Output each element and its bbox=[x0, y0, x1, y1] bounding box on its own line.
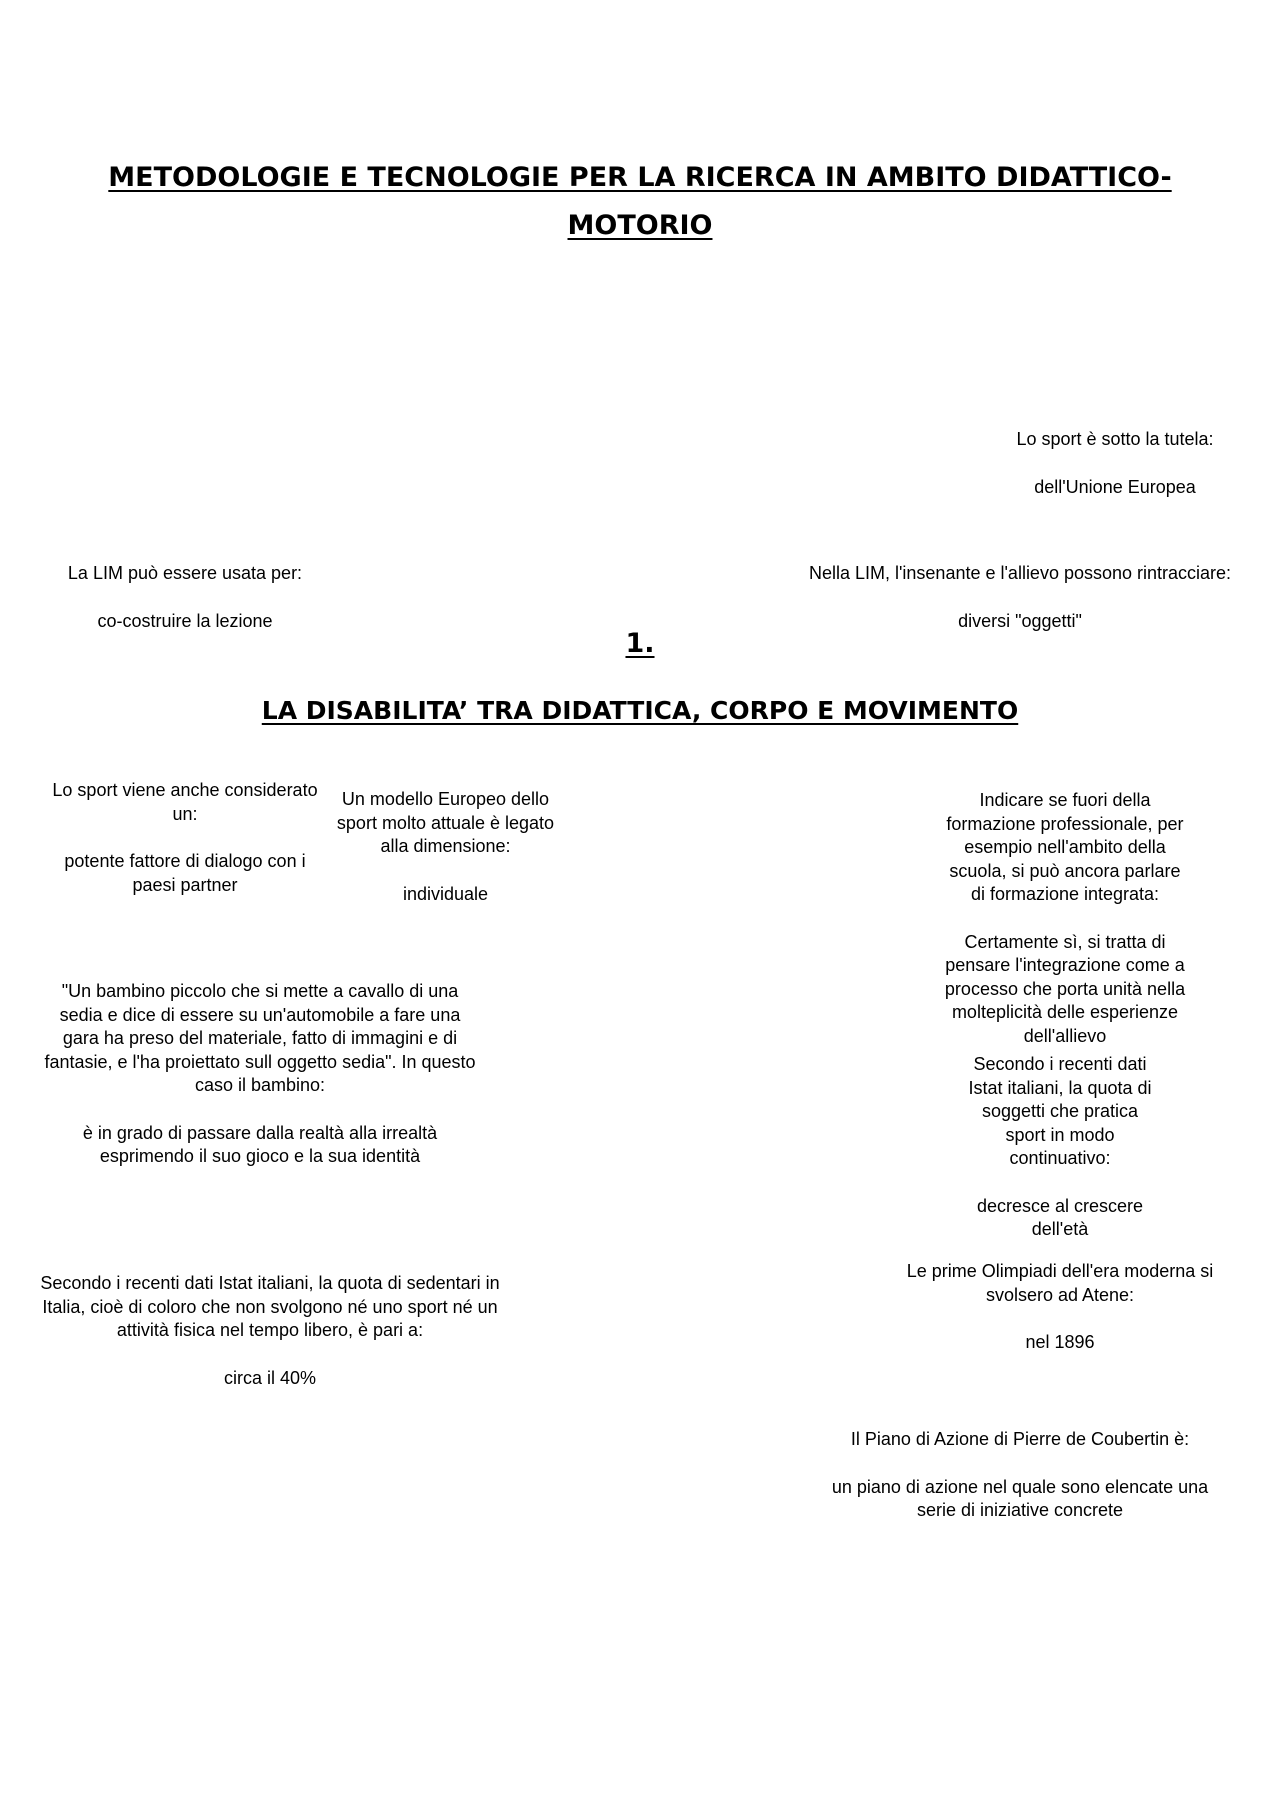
section-number: 1. bbox=[625, 628, 655, 659]
card-question: Secondo i recenti dati Istat italiani, la quota di soggetti che pratica sport in modo continuativo: bbox=[968, 1054, 1152, 1168]
card-answer: potente fattore di dialogo con i paesi partner bbox=[64, 851, 306, 895]
document-title: METODOLOGIE E TECNOLOGIE PER LA RICERCA IN AMBITO DIDATTICO-MOTORIO bbox=[108, 162, 1172, 241]
card-question: Le prime Olimpiadi dell'era moderna si svolsero ad Atene: bbox=[906, 1261, 1214, 1305]
card-answer: circa il 40% bbox=[223, 1367, 317, 1388]
card-answer: co-costruire la lezione bbox=[97, 610, 273, 631]
card-sport-dialogo bbox=[50, 779, 320, 897]
card-question: "Un bambino piccolo che si mette a cavallo di una sedia e dice di essere su un'automobile a fare una gara ha preso del materiale, fatto di immagini e di fantasie, e l'ha proiettato sull oggetto sedia". In questo caso il bambino: bbox=[44, 981, 476, 1095]
card-question: Lo sport è sotto la tutela: bbox=[1016, 429, 1214, 449]
card-answer: è in grado di passare dalla realtà alla irrealtà esprimendo il suo gioco e la sua identità bbox=[82, 1122, 438, 1166]
card-question: Un modello Europeo dello sport molto attuale è legato alla dimensione: bbox=[336, 789, 555, 856]
card-coubertin bbox=[810, 1428, 1230, 1523]
card-answer: Certamente sì, si tratta di pensare l'integrazione come a processo che porta unità nella molteplicità delle esperienze dell'allievo bbox=[944, 931, 1186, 1046]
card-question: La LIM può essere usata per: bbox=[67, 563, 303, 583]
card-question: Indicare se fuori della formazione professionale, per esempio nell'ambito della scuola, si può ancora parlare di formazione integrata: bbox=[946, 790, 1184, 904]
section-title: LA DISABILITA’ TRA DIDATTICA, CORPO E MOVIMENTO bbox=[261, 696, 1019, 725]
card-lim-oggetti bbox=[770, 562, 1270, 633]
card-olimpiadi bbox=[895, 1260, 1225, 1355]
card-answer: dell'Unione Europea bbox=[1034, 476, 1196, 497]
card-answer: diversi "oggetti" bbox=[958, 610, 1082, 631]
card-question: Nella LIM, l'insenante e l'allievo possono rintracciare: bbox=[808, 563, 1232, 583]
card-answer: decresce al crescere dell'età bbox=[976, 1195, 1144, 1239]
card-istat-sedentari bbox=[20, 1272, 520, 1390]
card-question: Lo sport viene anche considerato un: bbox=[52, 780, 318, 824]
card-answer: nel 1896 bbox=[1025, 1332, 1095, 1352]
card-modello-europeo bbox=[328, 788, 563, 906]
card-bambino-sedia bbox=[40, 980, 480, 1169]
card-question: Secondo i recenti dati Istat italiani, la quota di sedentari in Italia, cioè di coloro che non svolgono né uno sport né un attività fisica nel tempo libero, è pari a: bbox=[40, 1273, 500, 1340]
card-answer: un piano di azione nel quale sono elencate una serie di iniziative concrete bbox=[831, 1476, 1209, 1520]
card-lim-uso bbox=[40, 562, 330, 633]
card-answer: individuale bbox=[402, 883, 489, 904]
card-sport-tutela bbox=[990, 428, 1240, 499]
card-istat-sport bbox=[960, 1053, 1160, 1242]
card-formazione-integrata bbox=[940, 789, 1190, 1048]
card-question: Il Piano di Azione di Pierre de Coubertin è: bbox=[850, 1429, 1190, 1449]
